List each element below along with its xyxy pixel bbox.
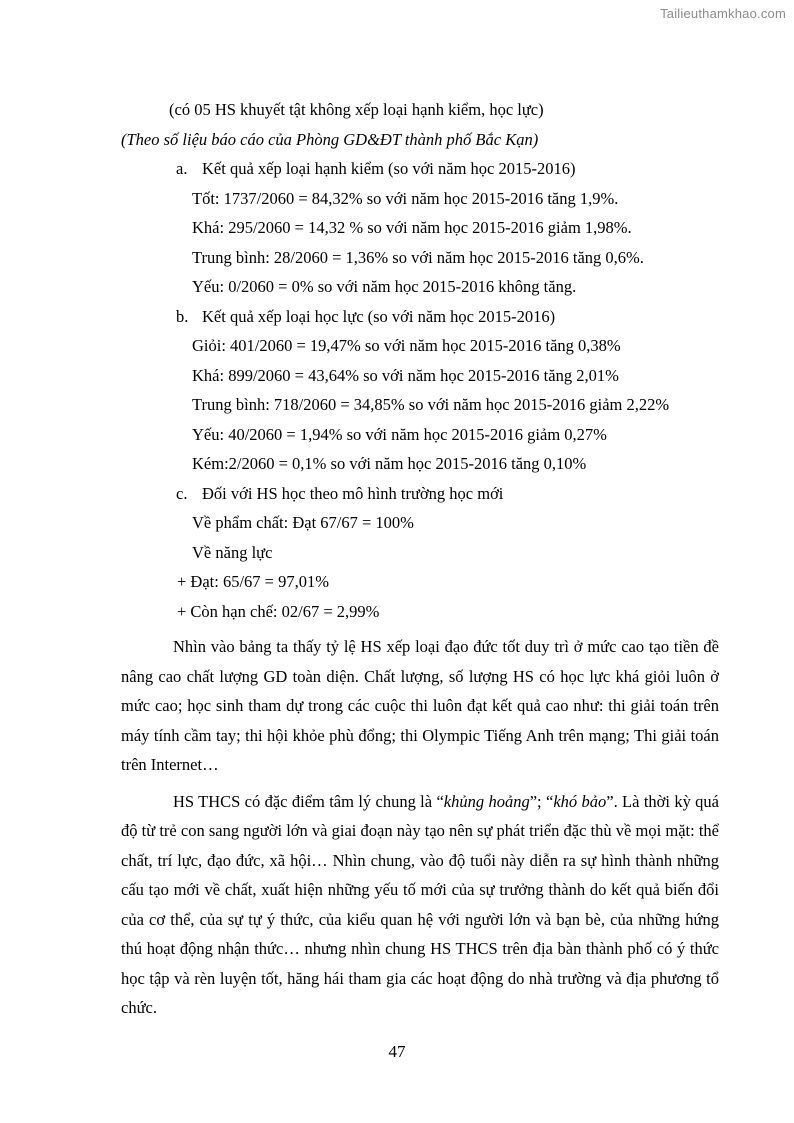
list-item: Tốt: 1737/2060 = 84,32% so với năm học 2015-2016 tăng 1,9%. xyxy=(192,188,619,208)
list-item: Khá: 295/2060 = 14,32 % so với năm học 2015-2016 giảm 1,98%. xyxy=(192,218,632,237)
sub-list-item: + Còn hạn chế: 02/67 = 2,99% xyxy=(177,601,380,621)
section-c-marker: c. xyxy=(176,483,188,503)
list-item: Trung bình: 28/2060 = 1,36% so với năm học 2015-2016 tăng 0,6%. xyxy=(192,247,644,267)
paragraph-2 xyxy=(121,787,719,1023)
section-b-heading xyxy=(121,302,719,332)
document-body xyxy=(121,95,719,1023)
sub-list-item: + Đạt: 65/67 = 97,01% xyxy=(177,572,329,591)
section-b-marker: b. xyxy=(176,306,189,326)
section-a-heading xyxy=(121,154,719,184)
list-item: Yếu: 40/2060 = 1,94% so với năm học 2015-2016 giảm 0,27% xyxy=(192,424,607,444)
list-item: Về phẩm chất: Đạt 67/67 = 100% xyxy=(192,513,414,532)
paragraph-1: Nhìn vào bảng ta thấy tỷ lệ HS xếp loại đạo đức tốt duy trì ở mức cao tạo tiền đề nâng cao chất lượng GD toàn diện. Chất lượng, số lượng HS có học lực khá giỏi luôn ở mức cao; học sinh tham dự trong các cuộc thi luôn đạt kết quả cao như: thi giải toán trên máy tính cầm tay; thi hội khỏe phù đổng; thi Olympic Tiếng Anh trên mạng; Thi giải toán trên Internet… xyxy=(121,637,719,774)
list-item: Giỏi: 401/2060 = 19,47% so với năm học 2015-2016 tăng 0,38% xyxy=(192,336,621,355)
paragraph-2-part3: ”. Là thời kỳ quá độ từ trẻ con sang người lớn và giai đoạn này tạo nên sự phát triển đặc thù về mọi mặt: thể chất, trí lực, đạo đức, xã hội… Nhìn chung, vào độ tuổi này diễn ra sự hình thành những cấu tạo mới về chất, xuất hiện những yếu tố mới của sự trưởng thành do kết quả biến đổi của cơ thể, của sự tự ý thức, của kiểu quan hệ với người lớn và bạn bè, của những hứng thú hoạt động nhận thức… nhưng nhìn chung HS THCS trên địa bàn thành phố có ý thức học tập và rèn luyện tốt, hăng hái tham gia các hoạt động do nhà trường và địa phương tổ chức. xyxy=(121,791,719,1017)
section-a-marker: a. xyxy=(176,159,188,178)
section-b-title: Kết quả xếp loại học lực (so với năm học 2015-2016) xyxy=(202,306,556,326)
source-line: (Theo số liệu báo cáo của Phòng GD&ĐT thành phố Bắc Kạn) xyxy=(121,129,539,149)
list-item: Khá: 899/2060 = 43,64% so với năm học 2015-2016 tăng 2,01% xyxy=(192,365,619,385)
section-c-title: Đối với HS học theo mô hình trường học mới xyxy=(202,483,504,503)
watermark: Tailieuthamkhao.com xyxy=(660,6,786,21)
paragraph-2-italic-2: khó bảo xyxy=(553,791,607,811)
list-item: Kém:2/2060 = 0,1% so với năm học 2015-2016 tăng 0,10% xyxy=(192,454,587,473)
note-line: (có 05 HS khuyết tật không xếp loại hạnh kiểm, học lực) xyxy=(169,100,544,119)
page-number: 47 xyxy=(388,1042,406,1061)
paragraph-2-part2: ”; “ xyxy=(529,791,554,811)
section-c-heading xyxy=(121,479,719,509)
section-a-title: Kết quả xếp loại hạnh kiểm (so với năm học 2015-2016) xyxy=(202,159,576,178)
paragraph-2-italic-1: khủng hoảng xyxy=(443,791,530,811)
list-item: Trung bình: 718/2060 = 34,85% so với năm học 2015-2016 giảm 2,22% xyxy=(192,395,670,414)
paragraph-2-part1: HS THCS có đặc điểm tâm lý chung là “ xyxy=(173,791,444,811)
list-item: Yếu: 0/2060 = 0% so với năm học 2015-2016 không tăng. xyxy=(192,277,577,296)
list-item: Về năng lực xyxy=(192,542,273,562)
